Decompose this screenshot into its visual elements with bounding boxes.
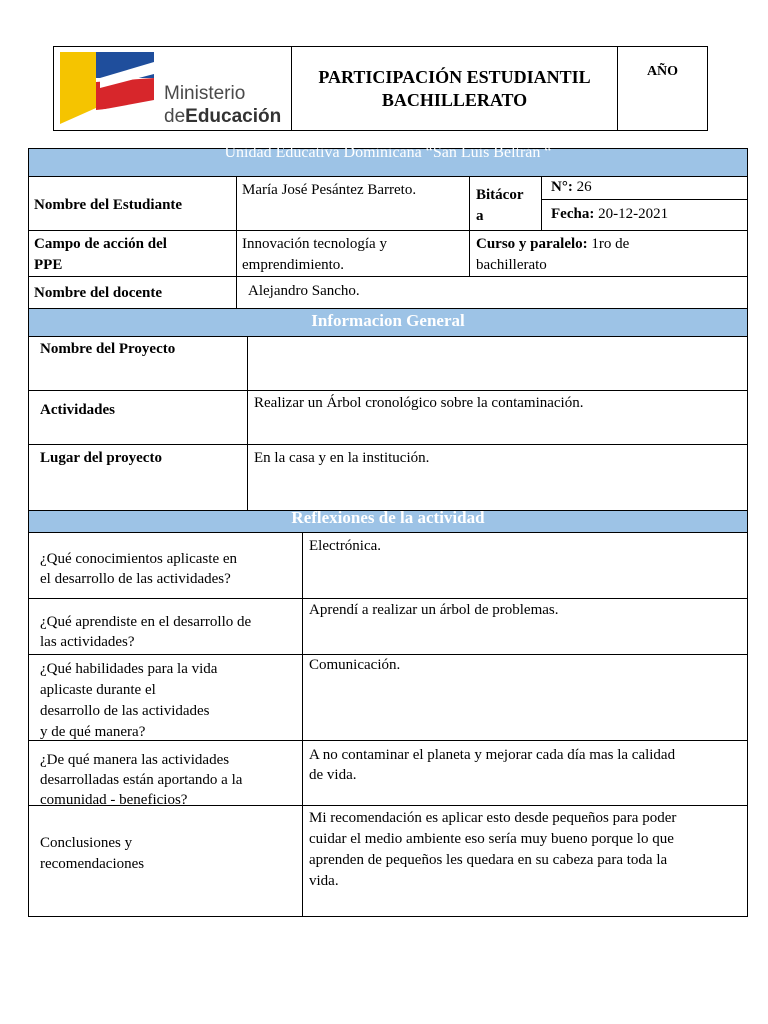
a4-line2: de vida. [309, 767, 357, 783]
a4-line1: A no contaminar el planeta y mejorar cada día mas la calidad [309, 747, 676, 763]
number-label: N°: [551, 179, 573, 195]
place-value: En la casa y en la institución. [254, 450, 430, 466]
project-line-1 [28, 390, 748, 391]
student-divider-1 [236, 176, 237, 276]
logo-text-line2 [164, 106, 281, 128]
answer-5 [309, 808, 676, 892]
project-name-label: Nombre del Proyecto [40, 341, 176, 357]
field-value [242, 235, 387, 274]
student-line-mid [541, 199, 748, 200]
logo-text-educacion: Educación [185, 106, 282, 127]
course-value-line1: 1ro de [591, 236, 630, 252]
header-divider-2 [617, 46, 618, 131]
q2-line2: las actividades? [40, 634, 135, 650]
student-name-value: María José Pesántez Barreto. [242, 182, 417, 198]
field-label-line1: Campo de acción del [34, 236, 167, 252]
ministerio-logo [58, 48, 288, 130]
reflection-banner: Reflexiones de la actividad [29, 511, 747, 532]
q1-line2: el desarrollo de las actividades? [40, 571, 231, 587]
bitacora-line1: Bitácor [476, 187, 524, 203]
page-title [292, 66, 617, 112]
line-banner-bottom [28, 176, 748, 177]
reflection-banner-bottom [28, 532, 748, 533]
activities-value: Realizar un Árbol cronológico sobre la contaminación. [254, 395, 584, 411]
student-divider-3 [541, 176, 542, 230]
q3-line2: aplicaste durante el [40, 682, 156, 698]
question-2 [40, 612, 251, 652]
q1-line1: ¿Qué conocimientos aplicaste en [40, 551, 238, 567]
general-banner-bottom [28, 336, 748, 337]
student-name-label: Nombre del Estudiante [34, 197, 183, 213]
q2-line1: ¿Qué aprendiste en el desarrollo de [40, 614, 252, 630]
school-banner: Unidad Educativa Dominicana “San Luis Beltrán “ [29, 149, 747, 176]
field-line-bottom [28, 276, 748, 277]
project-line-2 [28, 444, 748, 445]
reflection-divider [302, 532, 303, 917]
activities-label: Actividades [40, 402, 115, 418]
field-label-line2: PPE [34, 257, 63, 273]
q3-line3: desarrollo de las actividades [40, 703, 210, 719]
course-label: Curso y paralelo: [476, 236, 588, 252]
project-divider [247, 336, 248, 510]
a5-line3: aprenden de pequeños les quedara en su cabeza para toda la [309, 852, 668, 868]
course-line1 [476, 235, 629, 253]
a5-line2: cuidar el medio ambiente eso sería muy bueno porque lo que [309, 831, 674, 847]
ministerio-flag-icon [58, 48, 158, 128]
date-label: Fecha: [551, 206, 595, 222]
course-value-line2: bachillerato [476, 257, 547, 273]
answer-1: Electrónica. [309, 538, 382, 554]
q3-line1: ¿Qué habilidades para la vida [40, 661, 218, 677]
q4-line2: desarrolladas están aportando a la [40, 772, 243, 788]
bitacora-line2: a [476, 208, 484, 224]
date-value: 20-12-2021 [598, 206, 669, 222]
question-4 [40, 750, 242, 810]
teacher-value: Alejandro Sancho. [248, 283, 360, 299]
teacher-divider [236, 276, 237, 308]
bitacora-number [551, 178, 592, 196]
q4-line1: ¿De qué manera las actividades [40, 752, 230, 768]
answer-4 [309, 745, 675, 785]
answer-2: Aprendí a realizar un árbol de problemas. [309, 602, 559, 618]
general-banner: Informacion General [29, 309, 747, 336]
bitacora-label [476, 186, 523, 225]
question-3 [40, 659, 217, 743]
title-line2: BACHILLERATO [381, 90, 528, 110]
teacher-label: Nombre del docente [34, 285, 163, 301]
student-line-bottom [28, 230, 748, 231]
q4-line3: comunidad - beneficios? [40, 792, 188, 808]
student-divider-2 [469, 176, 470, 276]
place-label: Lugar del proyecto [40, 450, 162, 466]
logo-text-de: de [164, 106, 186, 127]
title-line1: PARTICIPACIÓN ESTUDIANTIL [318, 67, 591, 87]
logo-text-line1: Ministerio [164, 83, 246, 104]
field-value-line2: emprendimiento. [242, 257, 345, 273]
field-value-line1: Innovación tecnología y [242, 236, 387, 252]
q3-line4: y de qué manera? [40, 724, 146, 740]
year-label: AÑO [646, 64, 679, 79]
question-5 [40, 833, 144, 875]
number-value: 26 [576, 179, 592, 195]
bitacora-date [551, 205, 668, 223]
q5-line2: recomendaciones [40, 856, 145, 872]
reflection-line-2 [28, 654, 748, 655]
reflection-line-1 [28, 598, 748, 599]
answer-3: Comunicación. [309, 657, 401, 673]
field-label [34, 235, 167, 274]
a5-line4: vida. [309, 873, 339, 889]
course-field [476, 235, 629, 274]
a5-line1: Mi recomendación es aplicar esto desde pequeños para poder [309, 810, 677, 826]
question-1 [40, 549, 237, 589]
q5-line1: Conclusiones y [40, 835, 133, 851]
